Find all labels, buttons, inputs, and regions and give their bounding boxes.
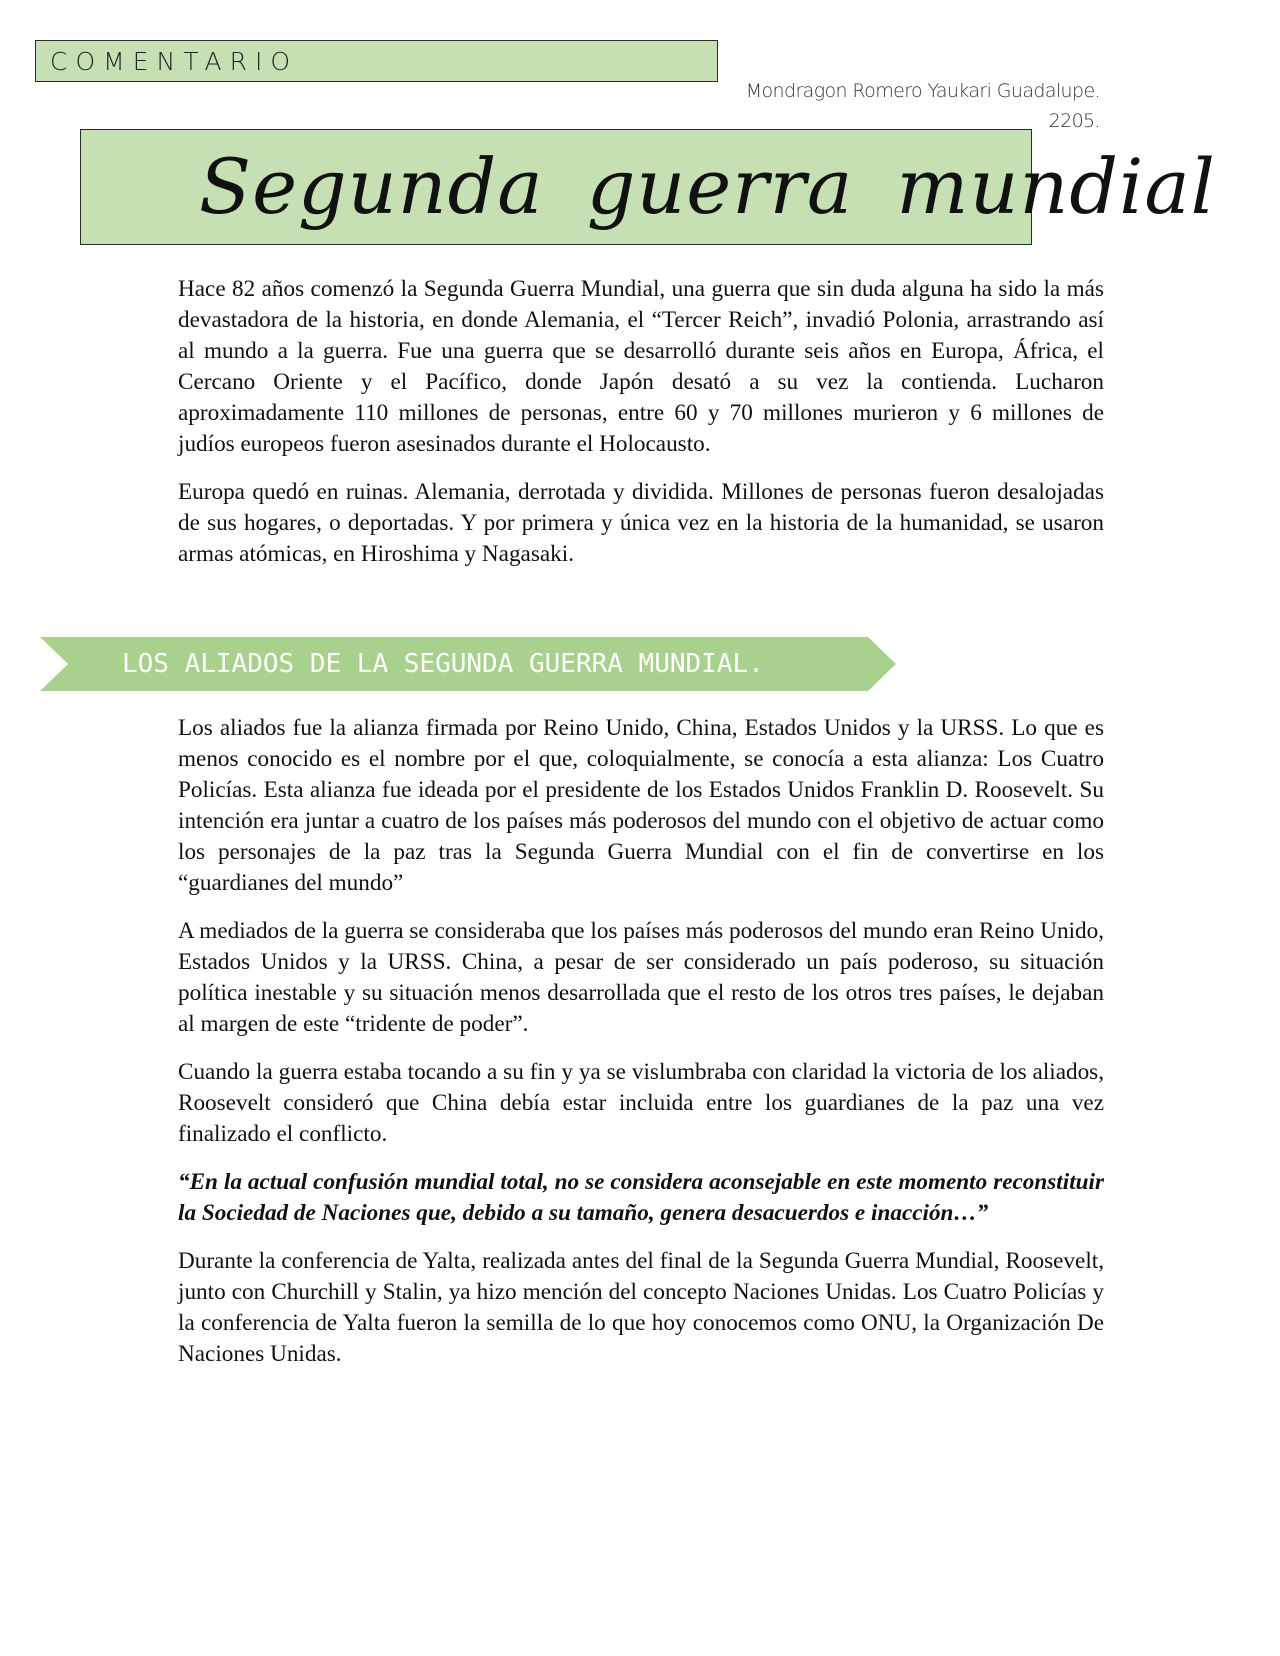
- page-title: Segunda guerra mundial: [199, 142, 1216, 231]
- section-banner: [40, 637, 896, 691]
- allies-paragraph-1: Los aliados fue la alianza firmada por Reino Unido, China, Estados Unidos y la URSS. Lo que es menos conocido es el nombre por el que, coloquialmente, se conocía a esta alianza: Los Cuatro Policías. Esta alianza fue ideada por el presidente de los Estados Unidos Franklin D. Roosevelt. Su intención era juntar a cuatro de los países más poderosos del mundo con el objetivo de actuar como los personajes de la paz tras la Segunda Guerra Mundial con el fin de convertirse en los “guardianes del mundo”: [178, 715, 1104, 896]
- section-heading: LOS ALIADOS DE LA SEGUNDA GUERRA MUNDIAL.: [122, 649, 764, 679]
- author-info: [746, 76, 1100, 136]
- author-group: 2205.: [1048, 110, 1100, 132]
- intro-section: [178, 274, 1104, 587]
- allies-paragraph-2: A mediados de la guerra se consideraba que los países más poderosos del mundo eran Reino Unido, Estados Unidos y la URSS. China, a pesar de ser considerado un país poderoso, su situación política inestable y su situación menos desarrollada que el resto de los otros tres países, le dejaban al margen de este “tridente de poder”.: [178, 918, 1104, 1037]
- comentario-label-box: [35, 40, 718, 82]
- intro-paragraph-2: Europa quedó en ruinas. Alemania, derrotada y dividida. Millones de personas fueron desalojadas de sus hogares, o deportadas. Y por primera y única vez en la historia de la humanidad, se usaron armas atómicas, en Hiroshima y Nagasaki.: [178, 479, 1104, 567]
- author-name: Mondragon Romero Yaukari Guadalupe.: [745, 80, 1100, 102]
- closing-paragraph: Durante la conferencia de Yalta, realizada antes del final de la Segunda Guerra Mundial, Roosevelt, junto con Churchill y Stalin, ya hizo mención del concepto Naciones Unidas. Los Cuatro Policías y la conferencia de Yalta fueron la semilla de lo que hoy conocemos como ONU, la Organización De Naciones Unidas.: [178, 1248, 1104, 1367]
- allies-section: [178, 713, 1104, 1387]
- allies-paragraph-3: Cuando la guerra estaba tocando a su fin y ya se vislumbraba con claridad la victoria de los aliados, Roosevelt consideró que China debía estar incluida entre los guardianes de la paz una vez finalizado el conflicto.: [178, 1059, 1104, 1147]
- roosevelt-quote: “En la actual confusión mundial total, no se considera aconsejable en este momento reconstituir la Sociedad de Naciones que, debido a su tamaño, genera desacuerdos e inacción…”: [178, 1169, 1104, 1226]
- intro-paragraph-1: Hace 82 años comenzó la Segunda Guerra Mundial, una guerra que sin duda alguna ha sido la más devastadora de la historia, en donde Alemania, el “Tercer Reich”, invadió Polonia, arrastrando así al mundo a la guerra. Fue una guerra que se desarrolló durante seis años en Europa, África, el Cercano Oriente y el Pacífico, donde Japón desató a su vez la contienda. Lucharon aproximadamente 110 millones de personas, entre 60 y 70 millones murieron y 6 millones de judíos europeos fueron asesinados durante el Holocausto.: [178, 276, 1104, 457]
- comentario-label: COMENTARIO: [50, 47, 299, 76]
- title-box: [80, 129, 1216, 245]
